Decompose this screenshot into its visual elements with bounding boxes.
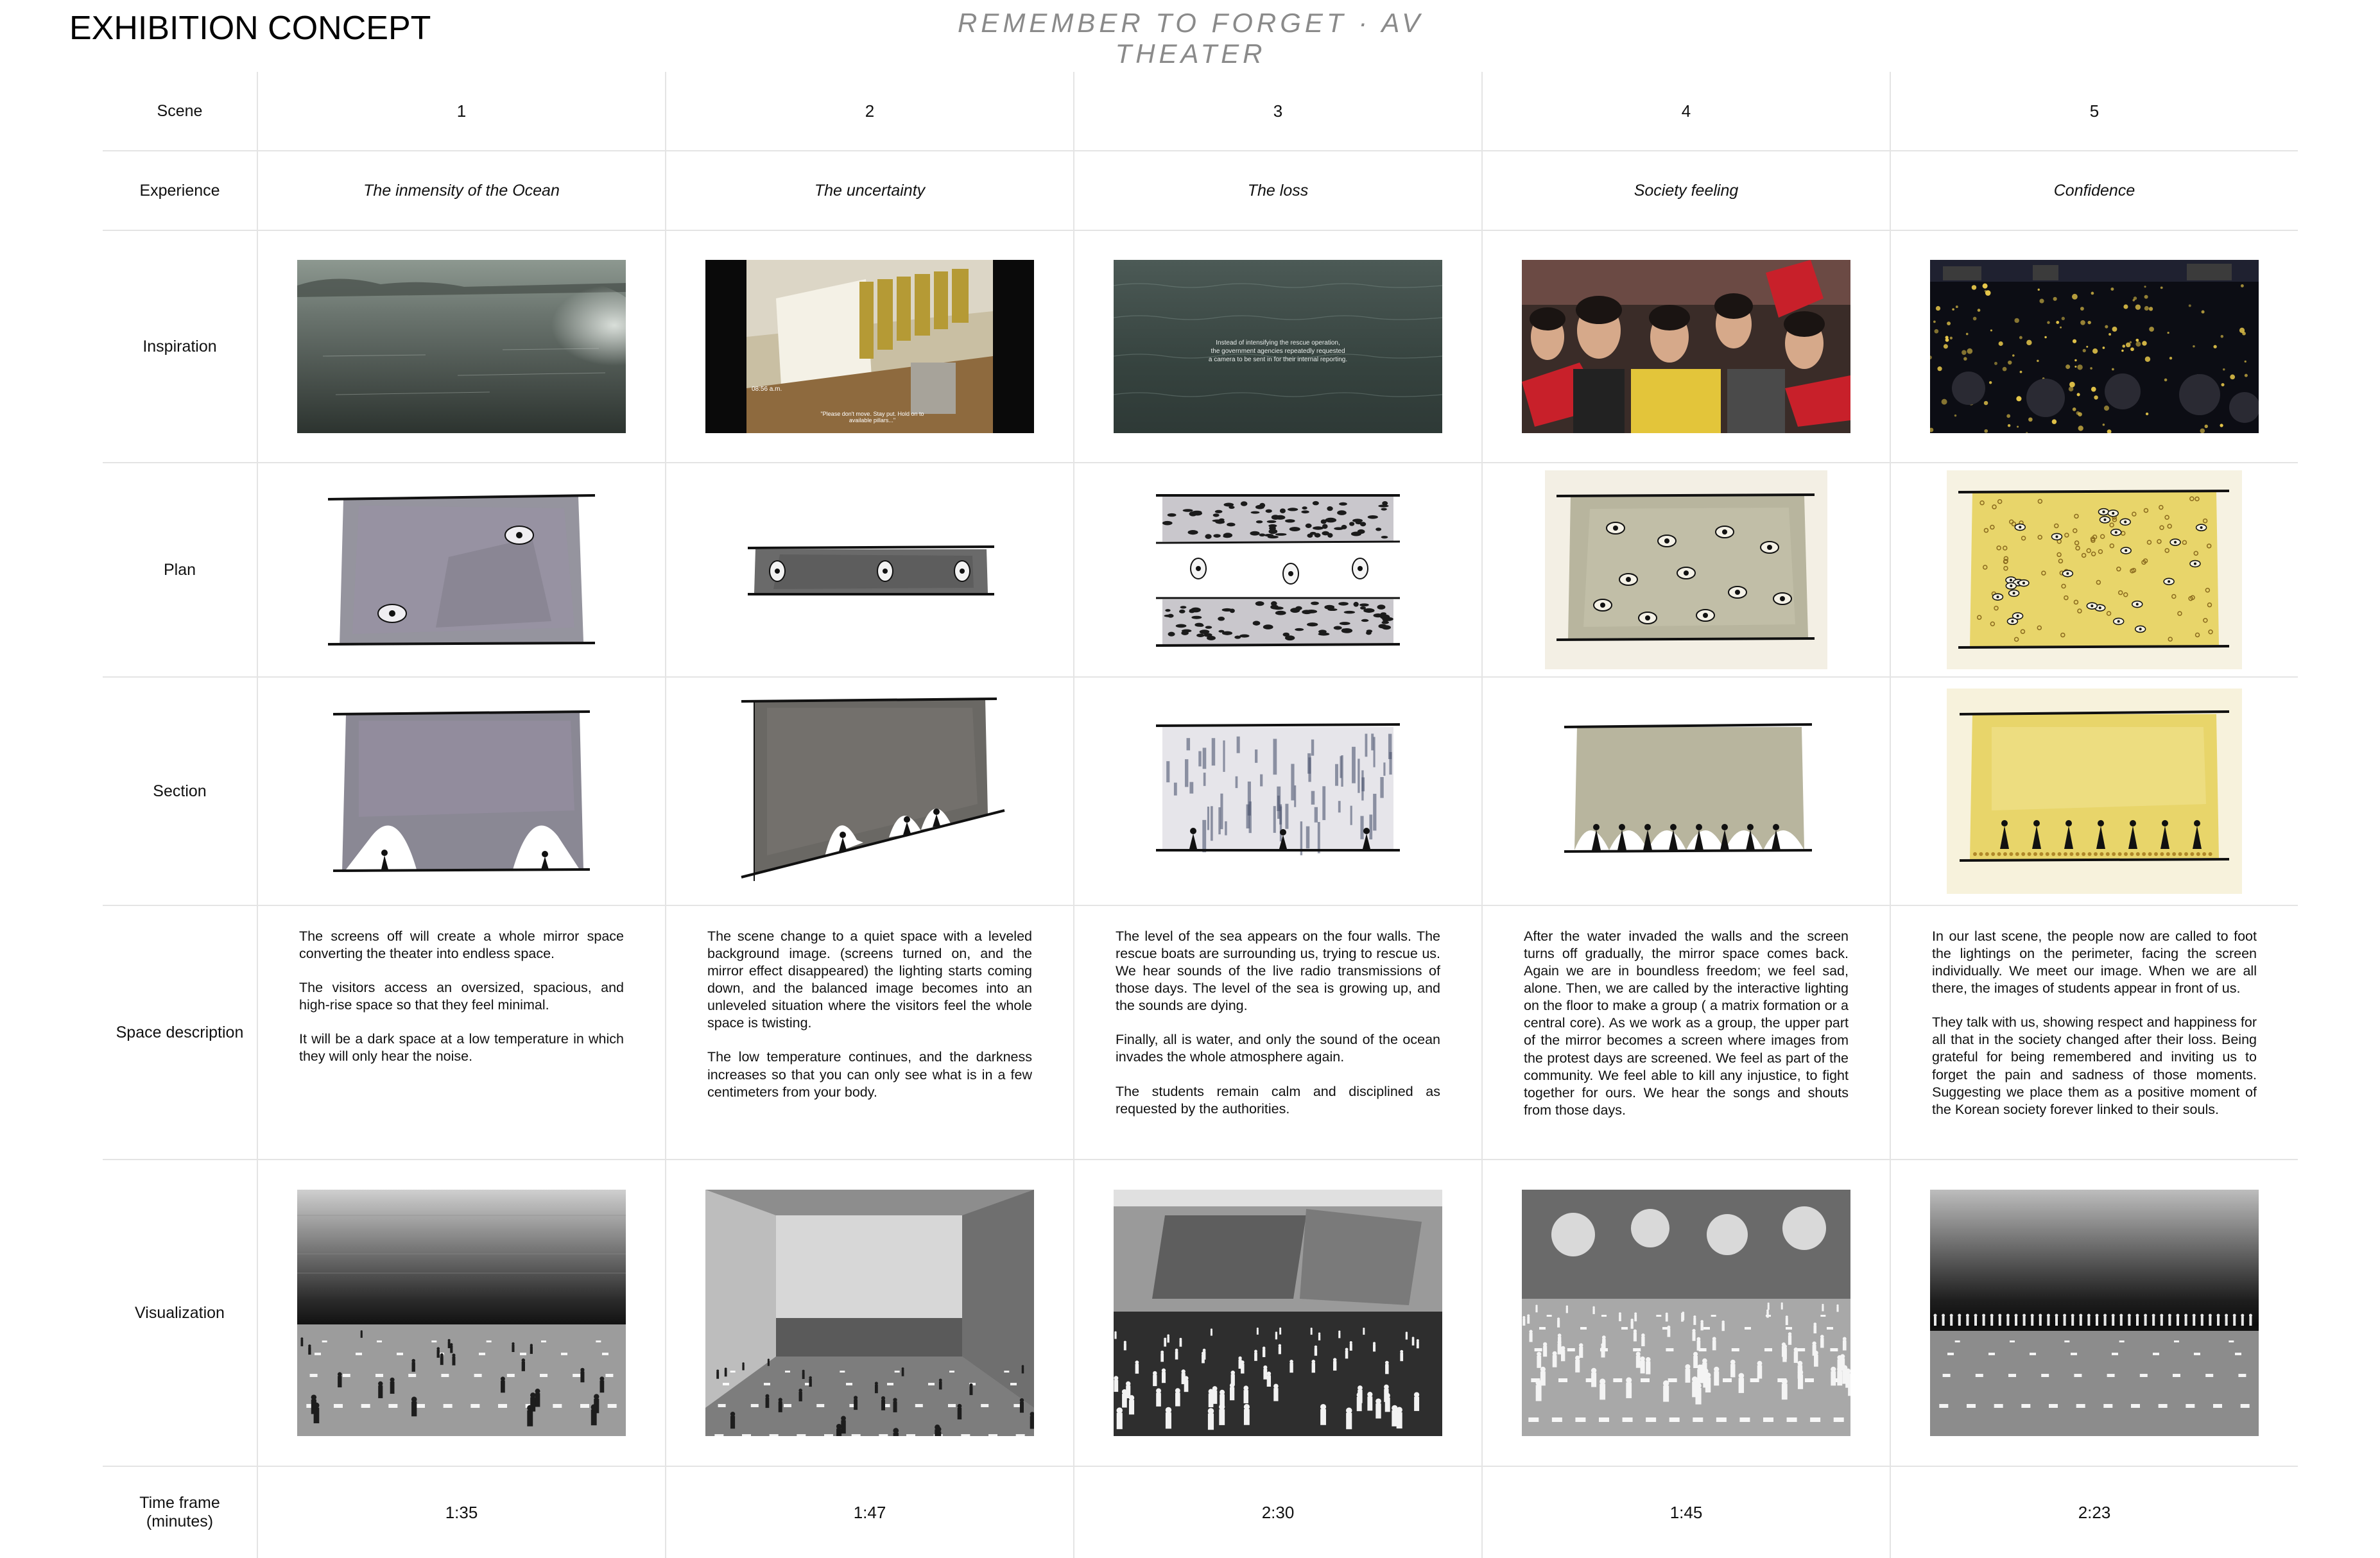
row-label-scene: Scene (103, 72, 257, 151)
visualization-cell (257, 1160, 665, 1467)
overlay-line: a camera to be sent in for their internal reporting. (1208, 356, 1348, 363)
inspiration-dark-sea-image (1114, 260, 1442, 433)
overlay-caption: "Please don't move. Stay put. Hold on to available pillars..." (820, 411, 924, 424)
inspiration-ferry-cabin-image (705, 260, 1034, 433)
section-sketch-1 (320, 695, 603, 887)
inspiration-cell (1073, 231, 1481, 463)
section-cell (1073, 678, 1481, 906)
section-sketch-4 (1545, 701, 1827, 881)
plan-cell (1890, 463, 2298, 678)
description-paragraph: It will be a dark space at a low temperature in which they will only hear the noise. (299, 1031, 624, 1065)
section-cell (1481, 678, 1890, 906)
row-label-time-frame: Time frame (minutes) (139, 1494, 220, 1530)
experience-text: Confidence (1890, 151, 2298, 231)
row-label-experience: Experience (103, 151, 257, 231)
row-label-section: Section (103, 678, 257, 906)
scene-number: 2 (665, 72, 1073, 151)
section-cell (1890, 678, 2298, 906)
experience-text: The inmensity of the Ocean (257, 151, 665, 231)
inspiration-cell (1481, 231, 1890, 463)
plan-sketch-3 (1137, 480, 1419, 660)
description-paragraph: The visitors access an oversized, spacious, and high-rise space so that they feel minimal. (299, 980, 624, 1013)
description-paragraph: The low temperature continues, and the darkness increases so that you can only see what is in a few centimeters from your body. (707, 1049, 1032, 1100)
section-cell (665, 678, 1073, 906)
space-description-text (1932, 928, 2257, 1135)
visualization-render-1 (297, 1190, 626, 1436)
space-description-text (1116, 928, 1440, 1134)
row-label-plan: Plan (103, 463, 257, 678)
visualization-cell (1890, 1160, 2298, 1467)
inspiration-protest-image (1522, 260, 1850, 433)
plan-cell (665, 463, 1073, 678)
description-paragraph: The scene change to a quiet space with a leveled background image. (screens turned on, and the mirror effect disappeared) the lighting starts coming down, and the balanced image becomes into an unleveled situation where the visitors feel the whole space is twisting. (707, 929, 1032, 1031)
space-description-text (299, 928, 624, 1082)
space-description-cell (665, 906, 1073, 1160)
scene-number: 3 (1073, 72, 1481, 151)
visualization-render-4 (1522, 1190, 1850, 1436)
visualization-render-2 (705, 1190, 1034, 1436)
description-paragraph: The students remain calm and disciplined as requested by the authorities. (1116, 1083, 1440, 1117)
concept-table (103, 72, 2298, 1540)
inspiration-cell (665, 231, 1073, 463)
time-frame-value: 1:35 (257, 1467, 665, 1558)
plan-sketch-4 (1545, 470, 1827, 669)
space-description-text (1524, 928, 1849, 1136)
experience-text: The loss (1073, 151, 1481, 231)
page-title: EXHIBITION CONCEPT (69, 10, 431, 47)
visualization-cell (1481, 1160, 1890, 1467)
space-description-cell (257, 906, 665, 1160)
time-frame-value: 1:45 (1481, 1467, 1890, 1558)
plan-sketch-5 (1947, 470, 2242, 669)
scene-number: 5 (1890, 72, 2298, 151)
visualization-render-3 (1114, 1190, 1442, 1436)
experience-text: The uncertainty (665, 151, 1073, 231)
visualization-render-5 (1930, 1190, 2259, 1436)
plan-cell (1073, 463, 1481, 678)
description-paragraph: They talk with us, showing respect and happiness for all that in the society changed after their loss. Being grateful for being remembered and inviting us to forget the pain and sadness of those moments. Suggesting we place them as a positive moment of the Korean society forever linked to their souls. (1932, 1014, 2257, 1117)
time-frame-value: 2:30 (1073, 1467, 1481, 1558)
row-label-inspiration: Inspiration (103, 231, 257, 463)
experience-text: Society feeling (1481, 151, 1890, 231)
overlay-line: Instead of intensifying the rescue operation, (1216, 339, 1340, 347)
time-frame-value: 1:47 (665, 1467, 1073, 1558)
overlay-time: 08:56 a.m. (752, 386, 782, 393)
inspiration-cell (1890, 231, 2298, 463)
scene-number: 4 (1481, 72, 1890, 151)
inspiration-candle-vigil-image (1930, 260, 2259, 433)
time-frame-value: 2:23 (1890, 1467, 2298, 1558)
inspiration-cell (257, 231, 665, 463)
overlay-line: the government agencies repeatedly requested (1211, 348, 1345, 355)
plan-cell (1481, 463, 1890, 678)
description-paragraph: The screens off will create a whole mirror space converting the theater into endless space. (299, 929, 624, 962)
description-paragraph: Finally, all is water, and only the sound of the ocean invades the whole atmosphere again. (1116, 1032, 1440, 1065)
plan-sketch-2 (729, 480, 1011, 660)
visualization-cell (1073, 1160, 1481, 1467)
page-subtitle: REMEMBER TO FORGET · AV THEATER (957, 8, 1424, 69)
description-paragraph: In our last scene, the people now are called to foot the lightings on the perimeter, facing the screen individually. We meet our image. When we are all there, the images of students appear in front of us. (1932, 929, 2257, 997)
plan-cell (257, 463, 665, 678)
section-sketch-2 (729, 689, 1011, 894)
section-sketch-3 (1137, 701, 1419, 881)
visualization-cell (665, 1160, 1073, 1467)
space-description-cell (1890, 906, 2298, 1160)
description-paragraph: The level of the sea appears on the four walls. The rescue boats are surrounding us, trying to rescue us. We hear sounds of the live radio transmissions of those days. The level of the sea is growing up, and the sounds are dying. (1116, 929, 1440, 1014)
section-sketch-5 (1947, 689, 2242, 894)
inspiration-ocean-image (297, 260, 626, 433)
row-label-visualization: Visualization (103, 1160, 257, 1467)
row-label-space-description: Space description (103, 906, 257, 1160)
description-paragraph: After the water invaded the walls and the screen turns off gradually, the mirror space comes back. Again we are in boundless freedom; we feel sad, alone. Then, we are called by the interactive lighting on the floor to make a group ( a matrix formation or a central core). As we work as a group, the upper part of the mirror becomes a screen where images from the protest days are screened. We feel as part of the community. We feel able to kill any injustice, to fight together for ours. We hear the songs and shouts from those days. (1524, 929, 1849, 1118)
plan-sketch-1 (320, 480, 603, 660)
section-cell (257, 678, 665, 906)
space-description-text (707, 928, 1032, 1118)
space-description-cell (1073, 906, 1481, 1160)
scene-number: 1 (257, 72, 665, 151)
space-description-cell (1481, 906, 1890, 1160)
